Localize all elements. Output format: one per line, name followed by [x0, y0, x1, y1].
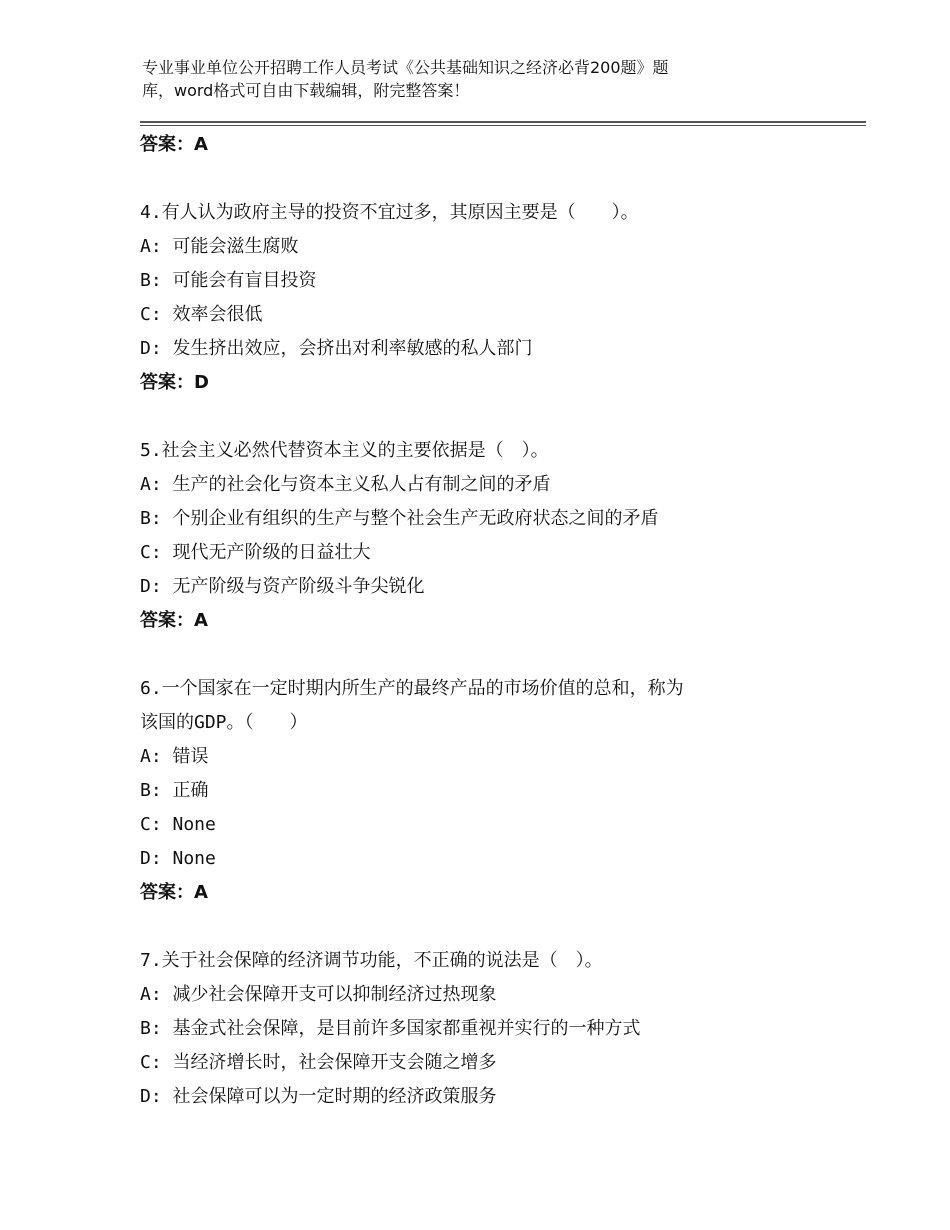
question-text: 5.社会主义必然代替资本主义的主要依据是（ ）。	[140, 440, 549, 461]
question-6	[140, 672, 840, 910]
question-4	[140, 196, 840, 400]
option-c: C: 当经济增长时，社会保障开支会随之增多	[140, 1052, 497, 1073]
question-text: 4.有人认为政府主导的投资不宜过多，其原因主要是（ ）。	[140, 202, 639, 223]
option-a: A: 生产的社会化与资本主义私人占有制之间的矛盾	[140, 474, 551, 495]
header-line-1: 专业事业单位公开招聘工作人员考试《公共基础知识之经济必背200题》题	[142, 58, 669, 77]
option-c: C: 效率会很低	[140, 304, 263, 325]
answer-label: 答案：A	[140, 882, 208, 903]
question-text: 7.关于社会保障的经济调节功能，不正确的说法是（ ）。	[140, 950, 603, 971]
option-a: A: 减少社会保障开支可以抑制经济过热现象	[140, 984, 497, 1005]
answer-label: 答案：D	[140, 372, 209, 393]
option-d: D: None	[140, 848, 216, 869]
question-5	[140, 434, 840, 638]
option-a: A: 错误	[140, 746, 209, 767]
option-c: C: 现代无产阶级的日益壮大	[140, 542, 371, 563]
question-text-line-2: 该国的GDP。（ ）	[140, 712, 308, 733]
option-b: B: 可能会有盲目投资	[140, 270, 317, 291]
option-b: B: 基金式社会保障，是目前许多国家都重视并实行的一种方式	[140, 1018, 641, 1039]
question-list	[140, 126, 840, 1114]
option-d: D: 无产阶级与资产阶级斗争尖锐化	[140, 576, 425, 597]
header-divider	[140, 121, 866, 123]
option-b: B: 个别企业有组织的生产与整个社会生产无政府状态之间的矛盾	[140, 508, 659, 529]
answer-label: 答案：A	[140, 610, 208, 631]
question-7	[140, 944, 840, 1114]
answer-label: 答案：A	[140, 134, 208, 155]
option-c: C: None	[140, 814, 216, 835]
option-b: B: 正确	[140, 780, 209, 801]
document-header	[142, 56, 782, 102]
option-d: D: 发生挤出效应，会挤出对利率敏感的私人部门	[140, 338, 533, 359]
question-text-line-1: 6.一个国家在一定时期内所生产的最终产品的市场价值的总和，称为	[140, 678, 684, 699]
header-line-2: 库，word格式可自由下载编辑，附完整答案！	[142, 81, 470, 100]
option-d: D: 社会保障可以为一定时期的经济政策服务	[140, 1086, 497, 1107]
option-a: A: 可能会滋生腐败	[140, 236, 299, 257]
